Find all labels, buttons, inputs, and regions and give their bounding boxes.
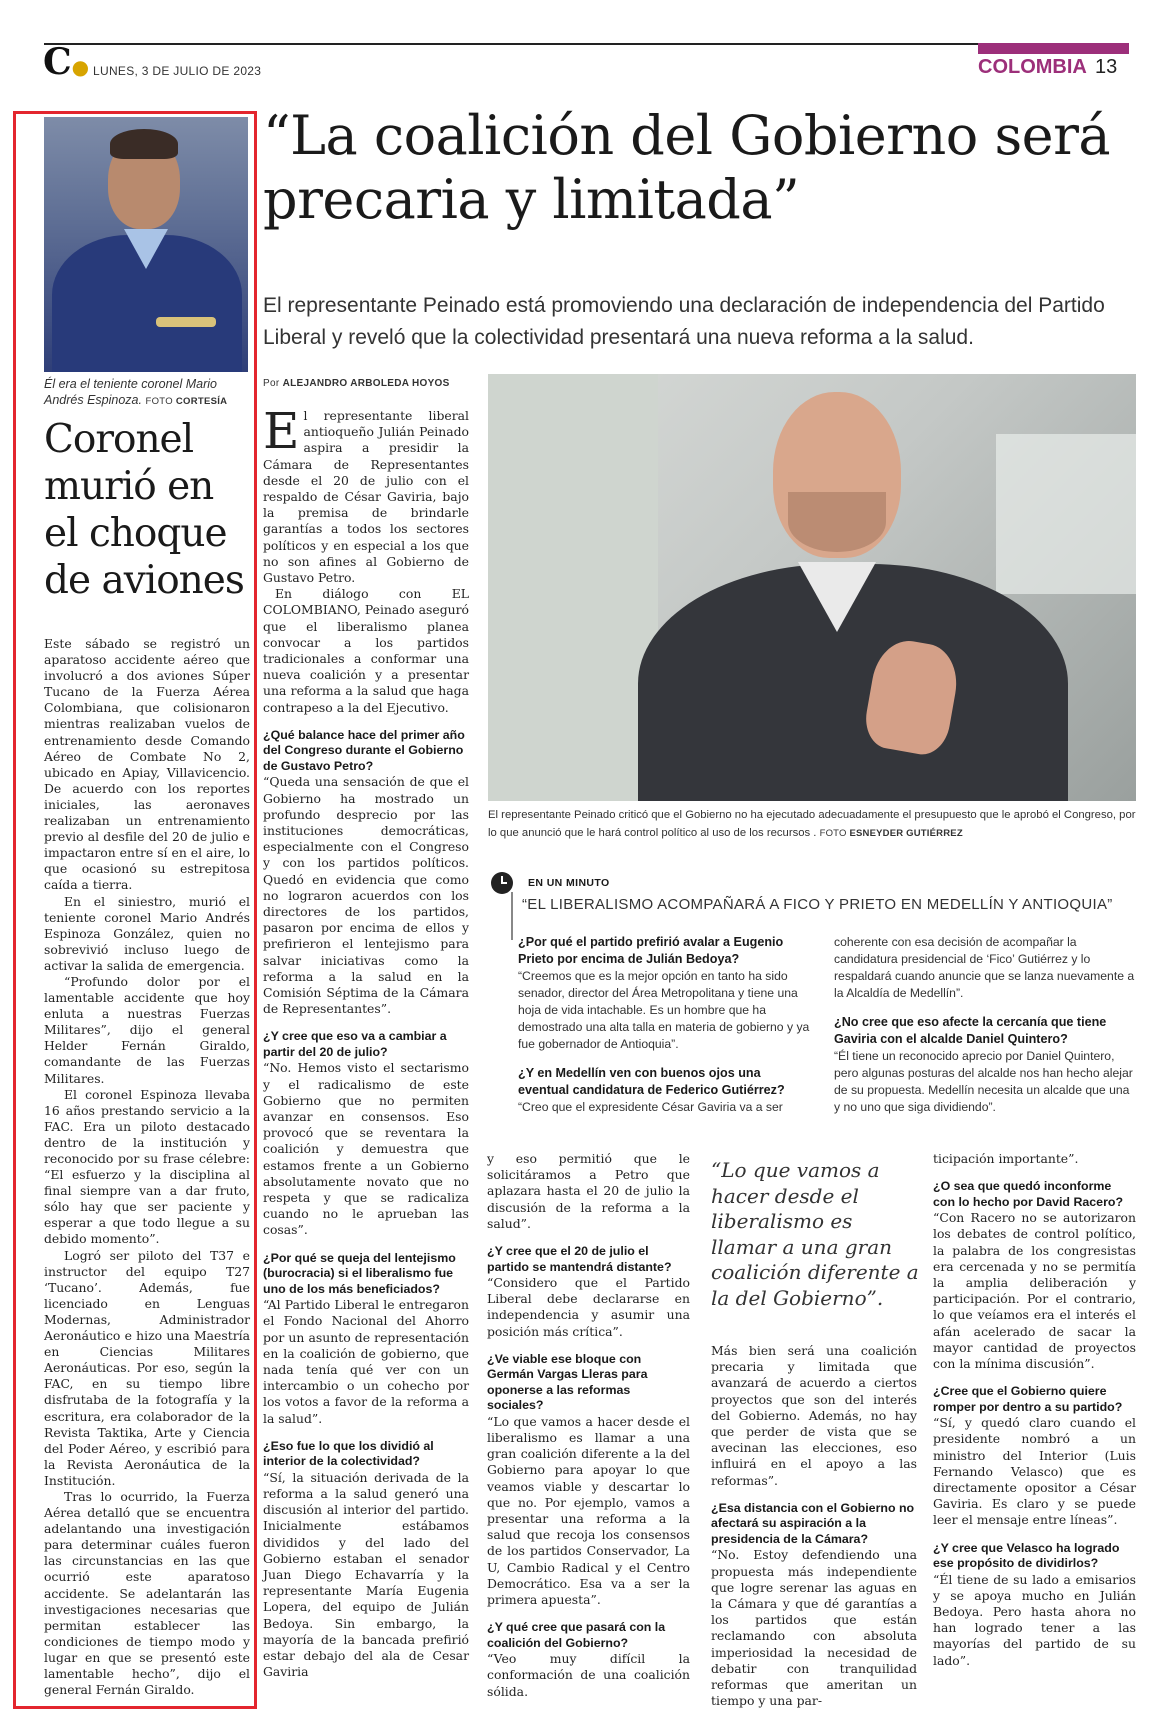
section-name: COLOMBIA [978,56,1087,78]
page-number: 13 [1095,56,1118,78]
interview-question: ¿Eso fue lo que los dividió al interior de la colectividad? [263,1438,434,1469]
interview-question: ¿Cree que el Gobierno quiere romper por dentro a su partido? [933,1384,1123,1414]
interview-question: ¿O sea que quedó inconforme con lo hecho por David Racero? [933,1179,1124,1209]
issue-date: LUNES, 3 DE JULIO DE 2023 [93,64,262,78]
sidebar-article-body: Este sábado se registró un aparatoso accidente aéreo que involucró a dos aviones Súper Tucano de la Fuerza Aérea Colombiana, que colisionaron mientras realizaban vuelos de entrenamiento desde Comando Aéreo de Combate No 2, ubicado en Apiay, Villavicencio. De acuerdo con los reportes iniciales, las aeronaves realizaban un entrenamiento previo al desfile del 20 de julio e impactaron entre sí en el aire, lo que ocasionó su estrepitosa caída a tierra. En el siniestro, murió el teniente coronel Mario Andrés Espinoza González, quien no sobrevivió incluso luego de activar la salida de emergencia. “Profundo dolor por el lamentable accidente que hoy enluta a nuestras Fuerzas Militares”, dijo el general Helder Fernán Giraldo, comandante de las Fuerzas Militares. El coronel Espinoza llevaba 16 años prestando servicio a la FAC. Era un piloto destacado dentro de la institución y reconocido por su frase célebre: “El esfuerzo y la disciplina al final siempre van a dar fruto, sólo hay que ser paciente y esperar a que todo llegue a su debido momento”. Logró ser piloto del T37 e instructor del equipo T27 ‘Tucano’. Además, fue licenciado en Lenguas Modernas, Administrador Aeronáutico e hizo una Maestría en Ciencias Militares Aeronáuticas. Por eso, según la FAC, en su tiempo libre disfrutaba de la fotografía y la escritura, era colaborador de la Revista Taktika, Arte y Ciencia del Poder Aéreo, y escribió para la Revista Aeronáutica de la Institución. Tras lo ocurrido, la Fuerza Aérea detalló que se encuentra adelantando una investigación para determinar cuáles fueron las circunstancias en las que ocurrió este aparatoso accidente. Se adelantarán las investigaciones necesarias que permitan establecer las condiciones de tiempo modo y lugar en que se presentó este lamentable hecho”, dijo el general Fernán Giraldo. [44,636,250,1698]
colonel-photo-credit: FOTO CORTESÍA [145,396,228,407]
dropcap: E [263,402,300,460]
minute-question: ¿Por qué el partido prefirió avalar a Eugenio Prieto por encima de Julián Bedoya? [518,935,784,966]
interview-question: ¿Y cree que Velasco ha logrado ese propósito de dividirlos? [933,1540,1120,1571]
interview-question: ¿Y cree que el 20 de julio el partido se mantendrá distante? [487,1244,672,1274]
main-photo-credit: FOTO ESNEYDER GUTIÉRREZ [819,828,963,839]
minute-title: “EL LIBERALISMO ACOMPAÑARÁ A FICO Y PRIETO EN MEDELLÍN Y ANTIOQUIA” [522,896,1113,913]
byline: Por ALEJANDRO ARBOLEDA HOYOS [263,378,450,389]
section-color-bar [978,43,1129,54]
minute-column-1: ¿Por qué el partido prefirió avalar a Eugenio Prieto por encima de Julián Bedoya? “Creemos que es la mejor opción en tanto ha sido senador, director del Área Metropolitana y tiene una hoja de vida intachable. Es un hombre que ha demostrado una alta talla en materia de gobierno y ya fue gobernador de Antioquia”. ¿Y en Medellín ven con buenos ojos una eventual candidatura de Federico Gutiérrez? “Creo que el expresidente César Gaviria va a ser [518,935,810,1114]
article-column-2: y eso permitió que le solicitáramos a Petro que aplazara hasta el 20 de julio la discusión de la reforma a la salud”. ¿Y cree que el 20 de julio el partido se mantendrá distante? “Considero que el Partido Liberal debe declararse en independencia y asumir una posición más crítica”. ¿Ve viable ese bloque con Germán Vargas Lleras para oponerse a las reformas sociales? “Lo que vamos a hacer desde el liberalismo es llamar a una gran coalición diferente a la del Gobierno para apoyar lo que veamos viable y descartar lo que no. Por ejemplo, vamos a presentar una reforma a la salud que recoja los consensos de los partidos Conservador, La U, Cambio Radical y el Centro Democrático. Esa va a ser la primera apuesta”. ¿Y qué cree que pasará con la coalición del Gobierno? “Veo muy difícil la conformación de una coalición sólida. [487,1151,690,1699]
interview-question: ¿Esa distancia con el Gobierno no afectará su aspiración a la presidencia de la Cámara? [711,1500,915,1546]
main-photo-caption: El representante Peinado criticó que el Gobierno no ha ejecutado adecuadamente el presupuesto que le aprobó el Congreso, por lo que anunció que le hará control político al uso de los recursos . FOTO ESNEYDER GUTIÉRREZ [488,809,1136,839]
peinado-photo [488,374,1136,801]
colonel-photo-caption: Él era el teniente coronel Mario Andrés Espinoza. FOTO CORTESÍA [44,377,228,407]
colonel-photo [44,117,248,372]
article-column-3: Más bien será una coalición precaria y limitada que avanzará de acuerdo a ciertos proyectos que son del interés del Gobierno. Además, no hay que perder de vista que se avecinan las elecciones, eso influirá en el apoyo a las reformas”. ¿Esa distancia con el Gobierno no afectará su aspiración a la presidencia de la Cámara? “No. Estoy defendiendo una propuesta más independiente que logre serenar las aguas en la Cámara y que dé garantías a los partidos que están reclamando con absoluta imperiosidad la necesidad de debatir con tranquilidad reformas que ameritan un tiempo y una par- [711,1343,917,1709]
main-headline: “La coalición del Gobierno será precaria y limitada” [263,104,1111,231]
pull-quote: “Lo que vamos a hacer desde el liberalismo es llamar a una gran coalición diferente a la del Gobierno”. [711,1158,919,1310]
interview-question: ¿Qué balance hace del primer año del Congreso durante el Gobierno de Gustavo Petro? [263,727,465,773]
minute-column-2: coherente con esa decisión de acompañar la candidatura presidencial de ‘Fico’ Gutiérrez y lo respaldará cuando anuncie que se lanza nuevamente a la Alcaldía de Medellín”. ¿No cree que eso afecte la cercanía que tiene Gaviria con el alcalde Daniel Quintero? “Él tiene un reconocido aprecio por Daniel Quintero, pero algunas posturas del alcalde nos han hecho alejar de su propuesta. Medellín necesita un alcalde que una y no uno que siga dividiendo”. [834,934,1137,1116]
interview-question: ¿Y cree que eso va a cambiar a partir del 20 de julio? [263,1029,447,1059]
top-rule [44,43,1128,45]
minute-question: ¿No cree que eso afecte la cercanía que tiene Gaviria con el alcalde Daniel Quintero? [834,1015,1107,1046]
sidebar-headline: Coronel murió en el choque de aviones [44,417,244,603]
clock-icon [491,872,513,894]
interview-question: ¿Ve viable ese bloque con Germán Vargas Lleras para oponerse a las reformas sociales? [487,1351,648,1413]
minute-label: EN UN MINUTO [528,877,610,889]
newspaper-logo: C● [43,41,90,83]
main-deck: El representante Peinado está promoviendo una declaración de independencia del Partido Liberal y reveló que la colectividad presentará una nueva reforma a la salud. [263,294,1105,349]
minute-divider [511,892,513,940]
article-column-1: El representante liberal antioqueño Julián Peinado aspira a presidir la Cámara de Representantes desde el 20 de julio con el respaldo de César Gaviria, bajo la premisa de brindarle garantías a todos los sectores políticos y en especial a los que no son afines al Gobierno de Gustavo Petro. En diálogo con EL COLOMBIANO, Peinado aseguró que el liberalismo planea convocar a los partidos tradicionales a conformar una nueva coalición y a presentar una reforma a la salud que haga contrapeso a la del Ejecutivo. ¿Qué balance hace del primer año del Congreso durante el Gobierno de Gustavo Petro? “Queda una sensación de que el Gobierno ha mostrado un profundo desprecio por las instituciones democráticas, especialmente con el Congreso y con los partidos políticos. Quedó en evidencia que como no lograron acuerdos con los directores de los partidos, pasaron por encima de ellos y prefirieron el lentejismo para salvar iniciativas como la reforma a la salud en la Comisión Séptima de la Cámara de Representantes”. ¿Y cree que eso va a cambiar a partir del 20 de julio? “No. Hemos visto el sectarismo y el radicalismo de este Gobierno que no permiten avanzar en consensos. Eso provocó que se reventara la coalición y demuestra que estamos frente a un Gobierno absolutamente novato que no respeta y que se radicaliza cuando no le aprueban las cosas”. ¿Por qué se queja del lentejismo (burocracia) si el liberalismo fue uno de los más beneficiados? “Al Partido Liberal le entregaron el Fondo Nacional del Ahorro por un asunto de representación en la coalición de gobierno, que nada tenía qué ver con un intercambio o un cohecho por los votos a favor de la reforma a la salud”. ¿Eso fue lo que los dividió al interior de la colectividad? “Sí, la situación derivada de la reforma a la salud generó una discusión al interior del partido. Inicialmente estábamos divididos y del lado del Gobierno estaban el senador Juan Diego Echavarría y la representante María Eugenia Lopera, del equipo de Julián Bedoya. Sin embargo, la mayoría de la bancada prefirió estar debajo del ala de Cesar Gaviria [263,402,469,1680]
article-column-4: ticipación importante”. ¿O sea que quedó inconforme con lo hecho por David Racero? “Con Racero no se autorizaron los debates de control político, la palabra de los congresistas era cercenada y no se permitía la amplia deliberación y participación. Por el contrario, lo que veíamos era el interés el afán acelerado de sacar la mayor cantidad de proyectos con la mínima discusión”. ¿Cree que el Gobierno quiere romper por dentro a su partido? “Sí, y quedó claro cuando el presidente nombró a un ministro del Interior (Luis Fernando Velasco) que es directamente opositor a César Gaviria. Es claro y se puede leer el mensaje entre líneas”. ¿Y cree que Velasco ha logrado ese propósito de dividirlos? “Él tiene de su lado a emisarios y se apoya mucho en Julián Bedoya. Pero hasta ahora no han logrado tener a las mayorías del partido de su lado”. [933,1151,1136,1668]
minute-question: ¿Y en Medellín ven con buenos ojos una eventual candidatura de Federico Gutiérrez? [518,1066,785,1097]
interview-question: ¿Por qué se queja del lentejismo (burocracia) si el liberalismo fue uno de los más beneficiados? [263,1250,456,1296]
interview-question: ¿Y qué cree que pasará con la coalición del Gobierno? [487,1620,666,1650]
